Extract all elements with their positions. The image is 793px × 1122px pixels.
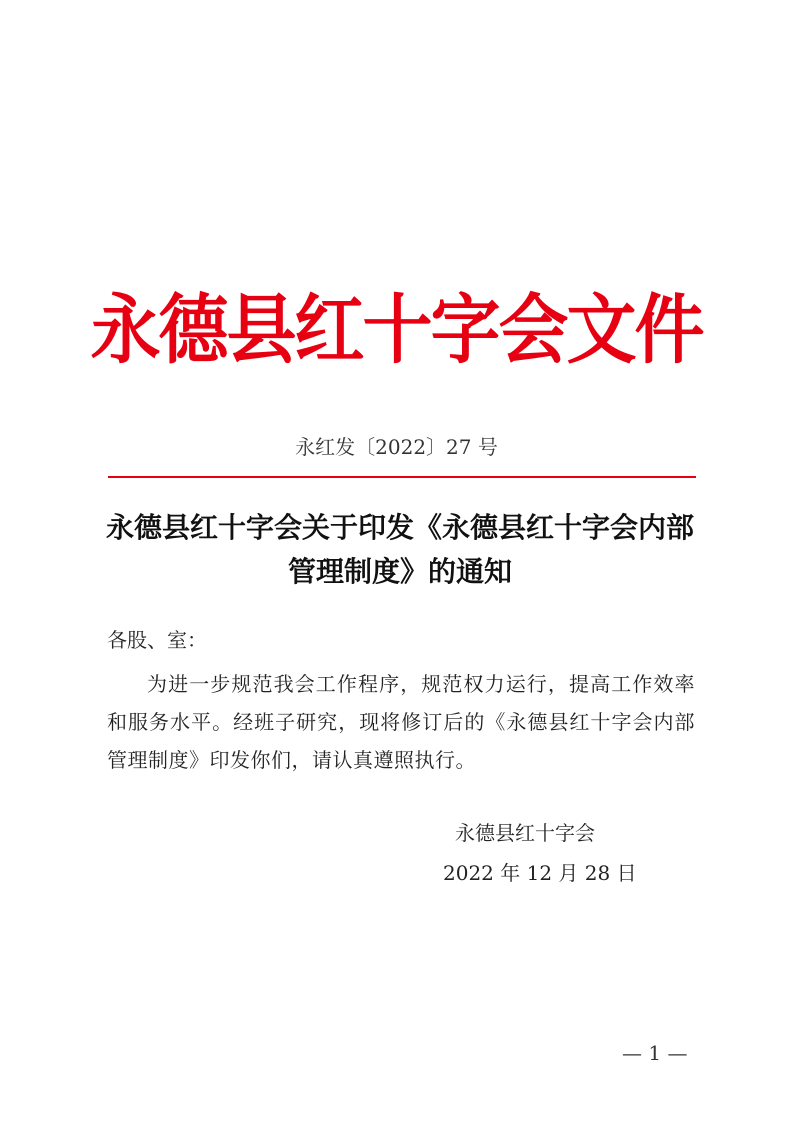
salutation: 各股、室：	[107, 628, 207, 652]
page-number: — 1 —	[622, 1041, 688, 1065]
body-paragraph: 为进一步规范我会工作程序，规范权力运行，提高工作效率和服务水平。经班子研究，现将修订后的《永德县红十字会内部管理制度》印发你们，请认真遵照执行。	[107, 672, 695, 772]
document-number: 永红发〔2022〕27 号	[295, 435, 498, 459]
red-divider-line	[108, 476, 696, 478]
document-masthead: 永德县红十字会文件	[90, 285, 703, 375]
issue-date: 2022 年 12 月 28 日	[443, 861, 637, 885]
issuer-signature: 永德县红十字会	[455, 821, 595, 845]
document-title: 永德县红十字会关于印发《永德县红十字会内部管理制度》的通知	[105, 511, 694, 588]
